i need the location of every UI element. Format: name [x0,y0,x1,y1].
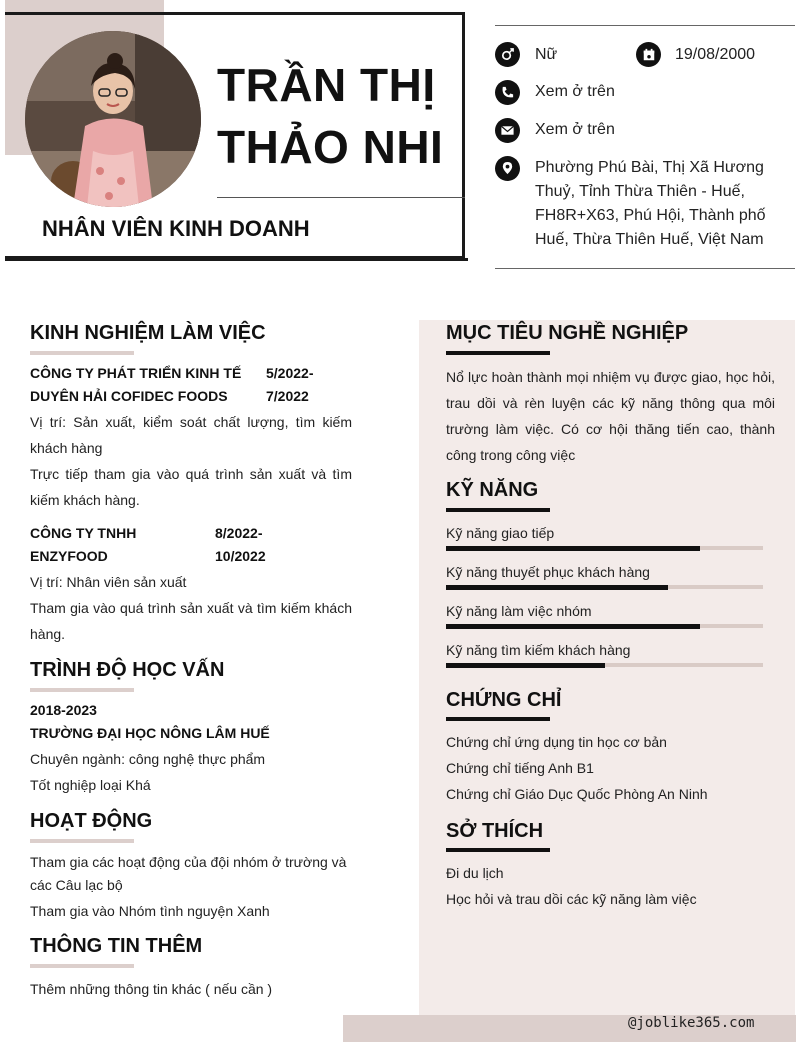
location-pin-icon [495,156,520,181]
birthday-value: 19/08/2000 [675,46,756,63]
skill-label: Kỹ năng giao tiếp [446,525,555,541]
name-frame-bottom [5,258,468,261]
address-value: Phường Phú Bài, Thị Xã Hương Thuỷ, Tỉnh Thừa Thiên - Huế, FH8R+X63, Phú Hội, Thành phố Huế, Thừa Thiên Huế, Việt Nam [535,159,766,248]
job-2-company: CÔNG TY TNHH ENZYFOOD [30,525,137,564]
objective-underline [446,351,550,355]
certificates-title: CHỨNG CHỈ [446,689,562,711]
gender-value: Nữ [535,46,558,63]
skill-label: Kỹ năng tìm kiếm khách hàng [446,642,631,658]
phone-icon [495,80,520,105]
education-grade: Tốt nghiệp loại Khá [30,777,151,793]
contact-divider-top [495,25,795,26]
job-2-date: 8/2022- 10/2022 [215,525,266,564]
skill-bar [446,663,763,667]
skill-bar-fill [446,585,668,590]
skills-underline [446,508,550,512]
hobby-item: Học hỏi và trau dồi các kỹ năng làm việc [446,891,697,907]
footer-watermark: @joblike365.com [628,1015,755,1031]
mail-icon [495,118,520,143]
job-2-description: Tham gia vào quá trình sản xuất và tìm kiếm khách hàng. [30,600,352,642]
objective-text: Nổ lực hoàn thành mọi nhiệm vụ được giao, học hỏi, trau dồi và rèn luyện các kỹ năng thông qua môi trường làm việc. Có cơ hội thăng tiến cao, thành công trong công việc [446,369,775,463]
objective-title: MỤC TIÊU NGHỀ NGHIỆP [446,322,689,344]
skill-bar-fill [446,546,700,551]
education-years: 2018-2023 [30,702,97,718]
avatar-photo [25,31,201,207]
calendar-icon [636,42,661,67]
education-title: TRÌNH ĐỘ HỌC VẤN [30,659,225,681]
activities-underline [30,839,134,843]
skill-bar [446,624,763,628]
hobbies-underline [446,848,550,852]
job-2-position: Vị trí: Nhân viên sản xuất [30,574,187,590]
activity-item: Tham gia các hoạt động của đội nhóm ở trường và các Câu lạc bộ [30,854,347,893]
extra-info-title: THÔNG TIN THÊM [30,935,203,957]
skills-title: KỸ NĂNG [446,479,539,501]
skill-bar-fill [446,624,700,629]
experience-title: KINH NGHIỆM LÀM VIỆC [30,322,266,344]
skill-bar [446,585,763,589]
skill-bar-fill [446,663,605,668]
certificate-item: Chứng chỉ tiếng Anh B1 [446,760,594,776]
certificates-underline [446,717,550,721]
extra-info-text: Thêm những thông tin khác ( nếu cần ) [30,981,273,997]
activity-item: Tham gia vào Nhóm tình nguyện Xanh [30,903,270,919]
education-school: TRƯỜNG ĐẠI HỌC NÔNG LÂM HUẾ [30,725,270,741]
contact-divider-bottom [495,268,795,269]
name-line-2: THẢO NHI [217,121,444,173]
education-underline [30,688,134,692]
skill-label: Kỹ năng thuyết phục khách hàng [446,564,650,580]
job-1-date: 5/2022- 7/2022 [266,365,314,404]
name-divider [217,197,465,198]
hobbies-title: SỞ THÍCH [446,820,544,842]
education-major: Chuyên ngành: công nghệ thực phẩm [30,751,266,767]
avatar [25,31,201,207]
skill-label: Kỹ năng làm việc nhóm [446,603,592,619]
extra-info-underline [30,964,134,968]
gender-icon [495,42,520,67]
experience-underline [30,351,134,355]
job-1-description: Trực tiếp tham gia vào quá trình sản xuất và tìm kiếm khách hàng. [30,466,352,508]
certificate-item: Chứng chỉ ứng dụng tin học cơ bản [446,734,667,750]
activities-title: HOẠT ĐỘNG [30,810,153,832]
job-1-position: Vị trí: Sản xuất, kiểm soát chất lượng, tìm kiếm khách hàng [30,414,352,456]
phone-value: Xem ở trên [535,83,615,100]
certificate-item: Chứng chỉ Giáo Dục Quốc Phòng An Ninh [446,786,708,802]
skill-bar [446,546,763,550]
name-line-1: TRẦN THỊ [217,59,436,111]
full-name [217,54,457,178]
job-title: NHÂN VIÊN KINH DOANH [42,216,310,241]
job-1-company: CÔNG TY PHÁT TRIỂN KINH TẾ DUYÊN HẢI COFIDEC FOODS [30,365,242,404]
email-value: Xem ở trên [535,121,615,138]
hobby-item: Đi du lịch [446,865,504,881]
